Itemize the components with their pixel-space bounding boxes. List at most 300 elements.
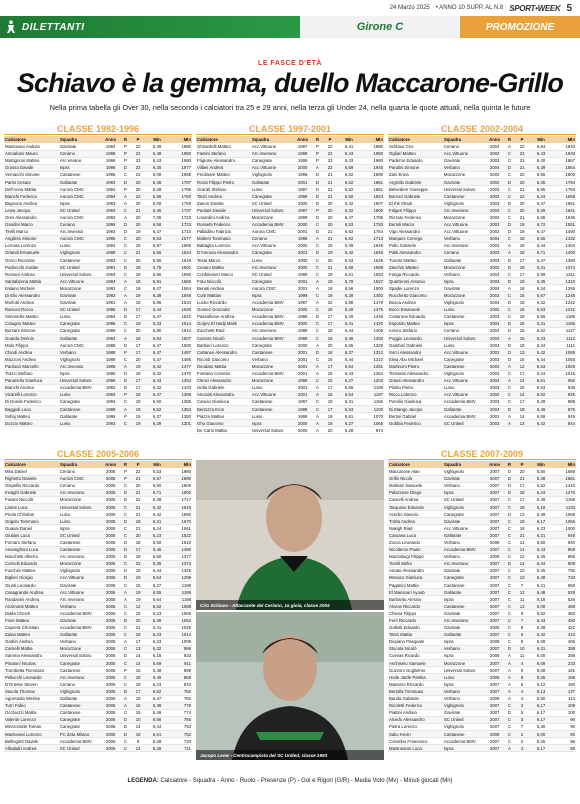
table-cell: Guarda Dennis [4, 335, 59, 342]
table-cell: Vighignolo [443, 723, 485, 730]
table-row [4, 582, 192, 589]
table-cell: Luino [59, 313, 101, 320]
table-cell: SC United [251, 271, 293, 278]
table-cell: 1055 [553, 356, 576, 363]
table-cell: Savola Thomas [4, 688, 59, 695]
article-kicker: LE FASCE D'ETÀ [258, 60, 322, 67]
table-row [388, 681, 576, 688]
table-cell: 6,58 [338, 264, 361, 271]
table-cell: Verbano [443, 695, 485, 702]
table-row [4, 617, 192, 624]
table-cell: 22 [131, 560, 146, 567]
stats-table [388, 461, 576, 752]
table-cell: 2008 [485, 695, 504, 702]
table-cell: 6,53 [338, 405, 361, 412]
table-cell: D [504, 645, 515, 652]
table-row [388, 398, 576, 405]
column-header: Anno [485, 461, 504, 468]
column-header: R [120, 136, 131, 143]
table-cell: C [504, 610, 515, 617]
column-header: Min [146, 461, 169, 468]
table-cell: A [312, 285, 323, 292]
table-cell: 2005 [101, 482, 120, 489]
table-cell: 6,28 [338, 292, 361, 299]
table-cell: 1248 [553, 292, 576, 299]
table-cell: 888 [553, 398, 576, 405]
column-header: Mln [553, 136, 576, 143]
table-row [388, 249, 576, 256]
table-cell: C [504, 702, 515, 709]
table-cell: 17 [323, 320, 338, 327]
table-cell: Arc.Inverano [443, 207, 485, 214]
table-cell: Accademia BMV [443, 413, 485, 420]
table-cell: 6,37 [146, 413, 169, 420]
table-cell: Gavirate [443, 178, 485, 185]
table-cell: 16 [323, 377, 338, 384]
table-cell: Mazzoni Andrea [4, 356, 59, 363]
table-cell: 2007 [485, 631, 504, 638]
table-cell: 6,59 [530, 271, 553, 278]
table-cell: 1475 [361, 306, 384, 313]
table-cell: C [504, 617, 515, 624]
table-cell: 6,55 [530, 186, 553, 193]
table-cell: 2002 [485, 349, 504, 356]
table-cell: Esposito Matteo [388, 320, 443, 327]
table-cell: 1596 [169, 271, 192, 278]
table-row [4, 370, 192, 377]
table-cell: 18 [515, 242, 530, 249]
table-cell: 2008 [485, 674, 504, 681]
table-header-row [4, 136, 192, 143]
table-cell: 6,43 [338, 157, 361, 164]
table-cell: Castanese [59, 546, 101, 553]
table-row [196, 264, 384, 271]
table-cell: C [504, 171, 515, 178]
table-cell: 2003 [485, 370, 504, 377]
table-cell: D [312, 193, 323, 200]
table-cell: 2003 [485, 335, 504, 342]
table-cell: 2007 [485, 681, 504, 688]
table-cell: 526 [553, 596, 576, 603]
table-cell: 5 [515, 667, 530, 674]
table-cell: 2004 [485, 235, 504, 242]
table-cell: 22 [323, 150, 338, 157]
table-cell: 1310 [553, 278, 576, 285]
table-row [388, 631, 576, 638]
table-cell: 21 [323, 186, 338, 193]
table-row [388, 327, 576, 334]
table-cell: 6,55 [146, 257, 169, 264]
table-cell: P [312, 143, 323, 150]
column-header: Mln [169, 136, 192, 143]
table-row [4, 228, 192, 235]
table-row [388, 738, 576, 745]
table-cell: D [504, 482, 515, 489]
table-cell: C [504, 723, 515, 730]
table-cell: C [120, 320, 131, 327]
column-header: R [504, 136, 515, 143]
table-cell: 1522 [169, 313, 192, 320]
table-cell: 6,27 [338, 377, 361, 384]
table-cell: 6,50 [530, 468, 553, 475]
table-cell: 12 [131, 603, 146, 610]
table-row [388, 391, 576, 398]
table-cell: 16 [323, 356, 338, 363]
table-cell: A [504, 143, 515, 150]
table-cell: A [312, 363, 323, 370]
table-cell: 1551 [553, 221, 576, 228]
table-cell: 2006 [101, 525, 120, 532]
table-row [196, 278, 384, 285]
table-cell: C [504, 574, 515, 581]
table-cell: 6,55 [530, 313, 553, 320]
table-cell: 16 [131, 667, 146, 674]
table-cell: 6,47 [146, 391, 169, 398]
table-cell: C [120, 532, 131, 539]
table-cell: A [504, 674, 515, 681]
table-cell: 6,49 [146, 709, 169, 716]
table-cell: Arc.Inverato [59, 363, 101, 370]
table-cell: 1807 [361, 200, 384, 207]
table-cell: C [120, 356, 131, 363]
table-cell: D [120, 313, 131, 320]
table-cell: 6,31 [338, 398, 361, 405]
table-cell: Arc.Inverato [59, 228, 101, 235]
table-cell: D [120, 496, 131, 503]
table-cell: Morlotti Andrea [4, 299, 59, 306]
table-cell: Molo Filippo [4, 342, 59, 349]
table-cell: Zanchin Matteo [388, 264, 443, 271]
table-cell: Gavirate [59, 143, 101, 150]
table-cell: Gallarate [443, 589, 485, 596]
table-cell: 1823 [361, 193, 384, 200]
table-cell: 6,23 [146, 638, 169, 645]
table-cell: 6 [515, 681, 530, 688]
table-cell: 948 [553, 532, 576, 539]
table-cell: 1997 [293, 299, 312, 306]
table-cell: Randanini Andrea [4, 596, 59, 603]
table-cell: 1598 [361, 264, 384, 271]
table-cell: 1028 [553, 363, 576, 370]
table-cell: D [504, 299, 515, 306]
table-row [4, 292, 192, 299]
table-cell: Caprera Christian [4, 624, 59, 631]
column-header: Mln [169, 461, 192, 468]
table-cell: 6,48 [530, 574, 553, 581]
table-row [196, 306, 384, 313]
table-row [388, 186, 576, 193]
table-cell: 1999 [293, 335, 312, 342]
table-cell: 2006 [101, 645, 120, 652]
table-cell: 6,32 [338, 207, 361, 214]
table-cell: 6,44 [146, 306, 169, 313]
table-cell: 1534 [169, 299, 192, 306]
table-cell: Accademia BMV [59, 738, 101, 745]
table-cell: 2001 [293, 349, 312, 356]
table-cell: 18 [131, 278, 146, 285]
table-row [388, 532, 576, 539]
table-cell: 20 [131, 221, 146, 228]
table-row [196, 193, 384, 200]
table-row [388, 285, 576, 292]
table-cell: 1988 [101, 249, 120, 256]
table-row [388, 560, 576, 567]
table-cell: 1993 [101, 420, 120, 427]
table-cell: 2000 [293, 264, 312, 271]
table-cell: Vighignolo [443, 299, 485, 306]
table-cell: 1723 [169, 214, 192, 221]
table-row [4, 624, 192, 631]
table-cell: 7 [515, 617, 530, 624]
table-cell: Piattini Andrea [388, 709, 443, 716]
table-cell: Isella Gabriele [196, 384, 251, 391]
table-cell: 20 [131, 617, 146, 624]
table-cell: 6,49 [146, 667, 169, 674]
table-row [4, 489, 192, 496]
table-cell: C [312, 242, 323, 249]
table-cell: 2001 [293, 370, 312, 377]
table-cell: 22 [131, 193, 146, 200]
table-cell: C [504, 186, 515, 193]
table-cell: C [504, 398, 515, 405]
table-cell: 1994 [101, 313, 120, 320]
table-cell: 20 [323, 257, 338, 264]
table-cell: 1266 [553, 285, 576, 292]
table-row [196, 228, 384, 235]
table-cell: 6,47 [146, 695, 169, 702]
table-row [388, 214, 576, 221]
table-cell: 19 [131, 695, 146, 702]
table-row [4, 518, 192, 525]
table-cell: A [504, 242, 515, 249]
table-cell: 1994 [101, 278, 120, 285]
table-cell: Trombetta Tommaso [4, 667, 59, 674]
table-cell: Testa Marco [196, 257, 251, 264]
table-cell: Molteni Tommaso [196, 235, 251, 242]
table-cell: D [504, 511, 515, 518]
table-cell: 1861 [361, 186, 384, 193]
table-cell: 6,09 [146, 171, 169, 178]
table-cell: 6,31 [530, 645, 553, 652]
table-cell: C [120, 624, 131, 631]
table-cell: 2000 [293, 257, 312, 264]
table-cell: Baggioli Luca [4, 405, 59, 412]
table-row [388, 157, 576, 164]
table-cell: 1881 [361, 178, 384, 185]
table-cell: 1995 [101, 363, 120, 370]
column-header: Squadra [59, 461, 101, 468]
table-cell: Pilotto Pietro [388, 384, 443, 391]
table-cell: Vighignolo [251, 171, 293, 178]
table-cell: Aurora CMC [59, 193, 101, 200]
table-row [4, 702, 192, 709]
section-banner [0, 16, 300, 38]
table-cell: 940 [553, 539, 576, 546]
table-cell: Aurora CMC [59, 475, 101, 482]
table-cell: 6,29 [338, 313, 361, 320]
table-cell: Castanese [59, 539, 101, 546]
column-header: Squadra [251, 136, 293, 143]
table-row [4, 143, 192, 150]
table-cell: Arc.Inverano [59, 596, 101, 603]
table-cell: 6,33 [146, 320, 169, 327]
table-cell: 10 [131, 716, 146, 723]
table-row [388, 589, 576, 596]
table-cell: 358 [553, 645, 576, 652]
table-cell: 1168 [553, 496, 576, 503]
table-cell: D [504, 228, 515, 235]
table-cell: Invaghi Gabriele [4, 489, 59, 496]
table-cell: C [504, 716, 515, 723]
table-cell: Acc.Vittuone [443, 391, 485, 398]
table-cell: 1490 [553, 228, 576, 235]
table-cell: 2004 [485, 299, 504, 306]
table-cell: Clerici Alessandro [196, 377, 251, 384]
table-cell: Aurora CMC [59, 214, 101, 221]
table-cell: 90 [553, 730, 576, 737]
table-row [196, 363, 384, 370]
table-cell: 6,32 [530, 299, 553, 306]
table-row [388, 171, 576, 178]
table-row [388, 143, 576, 150]
table-cell: 6,23 [530, 525, 553, 532]
table-cell: Luino [443, 342, 485, 349]
table-cell: 1636 [553, 214, 576, 221]
table-cell: Ricco Lorenzo [388, 391, 443, 398]
table-cell: 2005 [101, 546, 120, 553]
table-cell: 15 [515, 327, 530, 334]
table-cell: Sorci Alessandro [388, 349, 443, 356]
table-cell: 17 [131, 377, 146, 384]
table-cell: 2007 [485, 716, 504, 723]
table-cell: 2006 [101, 738, 120, 745]
table-cell: D [504, 405, 515, 412]
table-cell: A [120, 702, 131, 709]
table-cell: Gallarate [443, 405, 485, 412]
table-row [388, 468, 576, 475]
table-cell: 6,84 [338, 363, 361, 370]
table-cell: 2001 [293, 228, 312, 235]
table-cell: Vigo Alessandro [388, 228, 443, 235]
table-cell: Morazzone [251, 377, 293, 384]
table-cell: 6,52 [146, 688, 169, 695]
table-cell: 1530 [169, 306, 192, 313]
table-cell: 18 [131, 730, 146, 737]
table-row [388, 292, 576, 299]
table-cell: 1112 [553, 335, 576, 342]
table-cell: D [312, 349, 323, 356]
column-header: P [515, 136, 530, 143]
table-cell: Accademia BMV [59, 624, 101, 631]
table-cell: 2001 [293, 363, 312, 370]
table-cell: 6,18 [146, 652, 169, 659]
table-cell: Gavirate [443, 285, 485, 292]
table-cell: 2005 [101, 503, 120, 510]
table-cell: D [504, 356, 515, 363]
table-cell: 6,42 [338, 200, 361, 207]
table-cell: 2006 [101, 723, 120, 730]
table-cell: 2006 [101, 610, 120, 617]
table-cell: 10 [515, 645, 530, 652]
table-header-row [388, 136, 576, 143]
table-cell: 1710 [169, 228, 192, 235]
table-cell: C [504, 553, 515, 560]
table-cell: Acc.Vittuone [251, 391, 293, 398]
table-cell: Azzimonti Matteo [4, 603, 59, 610]
table-cell: Aurora CMC [59, 235, 101, 242]
table-cell: 20 [131, 532, 146, 539]
table-cell: Mantovani Andrea [4, 143, 59, 150]
table-cell: C [504, 539, 515, 546]
table-cell: 17 [131, 688, 146, 695]
table-cell: Trazzi Stefano [4, 370, 59, 377]
table-cell: De Carlo Mattia [196, 427, 251, 434]
table-cell: 22 [323, 299, 338, 306]
table-cell: 15 [131, 413, 146, 420]
table-row [388, 716, 576, 723]
table-cell: 7,05 [146, 214, 169, 221]
table-cell: A [120, 299, 131, 306]
table-row [388, 207, 576, 214]
photo-caption: Ciro Schiavo - Attaccante del Ceriano, 1a gioia, classe 2004 [196, 600, 384, 610]
table-cell: 6,65 [338, 342, 361, 349]
table-cell: 6,61 [530, 377, 553, 384]
table-cell: 17 [131, 313, 146, 320]
table-cell: 20 [131, 186, 146, 193]
table-cell: Pollo Gabriele [388, 242, 443, 249]
table-cell: 1111 [553, 342, 576, 349]
table-cell: 19 [131, 292, 146, 299]
table-cell: A [120, 214, 131, 221]
table-cell: Gallarate [59, 178, 101, 185]
table-row [4, 342, 192, 349]
table-cell: 2002 [485, 391, 504, 398]
table-cell: 1794 [553, 178, 576, 185]
table-cell: 6,28 [338, 427, 361, 434]
table-cell: 844 [553, 420, 576, 427]
table-cell: 6,39 [530, 164, 553, 171]
column-header: Calciatore [196, 136, 251, 143]
table-cell: 1222 [553, 306, 576, 313]
table-cell: 2004 [485, 320, 504, 327]
table-cell: 1433 [169, 384, 192, 391]
table-cell: 6,52 [146, 405, 169, 412]
table-cell: 1199 [169, 582, 192, 589]
table-row [4, 420, 192, 427]
table-cell: Corti Mattias [196, 292, 251, 299]
table-cell: D [504, 709, 515, 716]
table-row [196, 249, 384, 256]
table-cell: Gallarate [443, 532, 485, 539]
table-cell: Castanese [59, 405, 101, 412]
table-cell: Ferdinare Matteo [196, 171, 251, 178]
table-cell: Ceriano [59, 150, 101, 157]
table-cell: A [312, 413, 323, 420]
table-cell: Verbano [251, 356, 293, 363]
table-row [196, 271, 384, 278]
table-cell: 2007 [485, 610, 504, 617]
table-cell: Gallarate [251, 178, 293, 185]
table-cell: 6,56 [530, 235, 553, 242]
table-row [388, 363, 576, 370]
table-cell: 2003 [485, 214, 504, 221]
table-cell: Castanese [59, 702, 101, 709]
table-cell: 1624 [169, 249, 192, 256]
table-cell: D [120, 539, 131, 546]
table-cell: Ceriano [59, 468, 101, 475]
table-cell: A [504, 413, 515, 420]
table-cell: Dialla Cheick [4, 610, 59, 617]
